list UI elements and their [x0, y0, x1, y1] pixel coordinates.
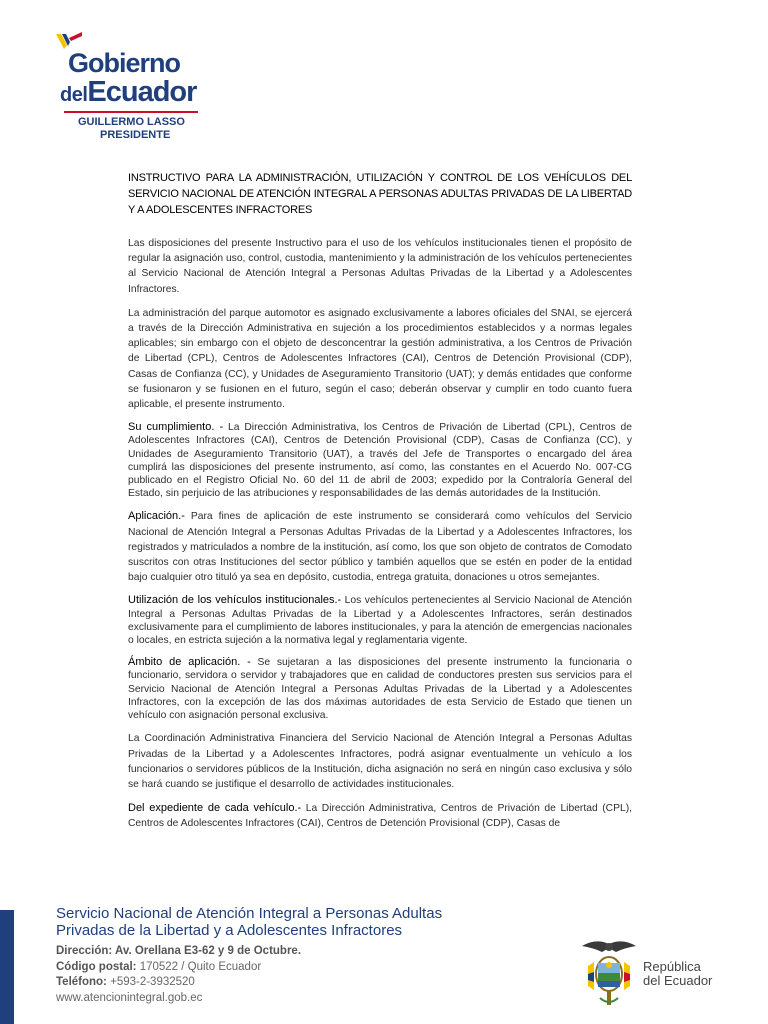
document-body	[128, 170, 632, 841]
heading-utilizacion: Utilización de los vehículos institucionales.-	[128, 594, 342, 607]
footer-website[interactable]: www.atencionintegral.gob.ec	[56, 991, 203, 1004]
logo-del-text: del	[60, 84, 88, 106]
republica-line1: República	[643, 959, 701, 974]
logo-del-ecuador	[60, 76, 196, 109]
republica-del-ecuador	[643, 960, 712, 988]
logo-president-role: PRESIDENTE	[100, 129, 171, 141]
logo-president-name: GUILLERMO LASSO	[78, 116, 185, 128]
paragraph-intro: Las disposiciones del presente Instructivo para el uso de los vehículos institucionales tienen el propósito de regular la asignación uso, control, custodia, mantenimiento y la administración de los vehículos pertenecientes al Servicio Nacional de Atención Integral a Personas Adultas Privadas de la Libertad y a Adolescentes Infractores.	[128, 238, 632, 295]
footer-address-value: Av. Orellana E3-62 y 9 de Octubre.	[112, 945, 302, 957]
text-cumplimiento: La Dirección Administrativa, los Centros de Privación de Libertad (CPL), Centros de Adolescentes Infractores (CAI), Centros de Detención Provisional (CDP), Casas de Confianza (CC), y Unidades de Aseguramiento Transitorio (UAT), a través del Jefe de Transportes o encargado del área cumplirá las disposiciones del presente instrumento, así como, las constantes en el Acuerdo No. 007-CG publicado en el Registro Oficial No. 60 del 11 de abril de 2003; expedido por la Contraloría General del Estado, sin perjuicio de las atribuciones y responsabilidades de las demás autoridades de la Institución.	[128, 422, 632, 500]
heading-cumplimiento: Su cumplimiento. -	[128, 421, 224, 434]
paragraph-parque-automotor: La administración del parque automotor es asignado exclusivamente a labores oficiales del SNAI, se ejercerá a través de la Dirección Administrativa en sujeción a los procedimientos establecidos y a normas legales aplicables; sin embargo con el objeto de desconcentrar la gestión administrativa, a los Centros de Privación de Libertad (CPL), Centros de Adolescentes Infractores (CAI), Centros de Detención Provisional (CDP), Casas de Confianza (CC), y Unidades de Aseguramiento Transitorio (UAT); y demás entidades que conforme se fusionaron y se fusionen en el futuro, según el caso; deberán observar y cumplir en todo cuanto fuera aplicable, el presente instrumento.	[128, 307, 632, 411]
footer-phone-label: Teléfono:	[56, 976, 107, 988]
paragraph-utilizacion	[128, 594, 632, 647]
paragraph-aplicacion	[128, 509, 632, 585]
paragraph-cumplimiento	[128, 421, 632, 500]
footer-accent-bar	[0, 910, 14, 1024]
republica-line2: del Ecuador	[643, 973, 713, 988]
footer-phone-value: +593-2-3932520	[106, 976, 195, 988]
coat-of-arms-icon	[578, 936, 640, 1012]
footer-institution-line1: Servicio Nacional de Atención Integral a Personas Adultas	[56, 905, 443, 922]
heading-expediente: Del expediente de cada vehículo.-	[128, 802, 302, 815]
text-ambito: Se sujetaran a las disposiciones del presente instrumento la funcionaria o funcionario, servidora o servidor y trabajadores que en calidad de conductores presten sus servicios para el Servicio Nacional de Atención Integral a Personas Adultas Privadas de la Libertad y a Adolescentes Infractores, con la excepción de las dos máximas autoridades de esta Servicio de Estado que tienen un vehículo con asignación personal exclusiva.	[128, 657, 632, 722]
footer-institution-line2: Privadas de la Libertad y a Adolescentes Infractores	[56, 921, 403, 939]
logo-divider	[64, 111, 198, 113]
footer	[56, 906, 442, 1006]
footer-postal-label: Código postal:	[56, 960, 137, 973]
text-expediente: La Dirección Administrativa, Centros de Privación de Libertad (CPL), Centros de Adolescentes Infractores (CAI), Centros de Detención Provisional (CDP), Casas de	[128, 803, 632, 830]
paragraph-ambito	[128, 656, 632, 722]
logo-gobierno-text: Gobierno	[68, 48, 180, 78]
text-utilizacion: Los vehículos pertenecientes al Servicio Nacional de Atención Integral a Personas Adultas Privadas de la Libertad y a Adolescentes Infractores, serán destinados exclusivamente para el cumplimiento de labores institucionales, y para la atención de emergencias nacionales o locales, en estricta sujeción a la normativa legal y reglamentaria vigente.	[128, 595, 633, 647]
heading-ambito: Ámbito de aplicación. -	[128, 656, 251, 669]
heading-aplicacion: Aplicación.-	[128, 510, 185, 523]
text-aplicacion: Para fines de aplicación de este instrumento se considerará como vehículos del Servicio Nacional de Atención Integral a Personas Adultas Privadas de la Libertad y a Adolescentes Infractores, los registrados y matriculados a nombre de la institución, así como, los que son objeto de contratos de Comodato suscritos con otras Instituciones del sector público y también aquellos que se estén en poder de la entidad bajo cualquier otro tituló ya sea en depósito, custodia, entrega gratuita, donaciones u otros semejantes.	[128, 511, 632, 584]
footer-postal	[56, 960, 442, 976]
document-title: INSTRUCTIVO PARA LA ADMINISTRACIÓN, UTILIZACIÓN Y CONTROL DE LOS VEHÍCULOS DEL SERVICIO NACIONAL DE ATENCIÓN INTEGRAL A PERSONAS ADULTAS PRIVADAS DE LA LIBERTAD Y A ADOLESCENTES INFRACTORES	[128, 172, 632, 216]
footer-phone	[56, 975, 442, 991]
paragraph-expediente	[128, 801, 632, 831]
footer-postal-value: 170522 / Quito Ecuador	[136, 960, 262, 973]
logo-ecuador-text: Ecuador	[87, 76, 197, 108]
paragraph-coordinacion: La Coordinación Administrativa Financiera del Servicio Nacional de Atención Integral a Personas Adultas Privadas de la Libertad y a Adolescentes Infractores, podrá asignar eventualmente un vehículo a los funcionarios o servidores públicos de la Institución, dicha asignación no será en ningún caso exclusiva y sólo se hará cuando se justifique el desarrollo de actividades institucionales.	[128, 733, 632, 790]
footer-address	[56, 944, 442, 960]
footer-address-label: Dirección:	[56, 945, 113, 957]
